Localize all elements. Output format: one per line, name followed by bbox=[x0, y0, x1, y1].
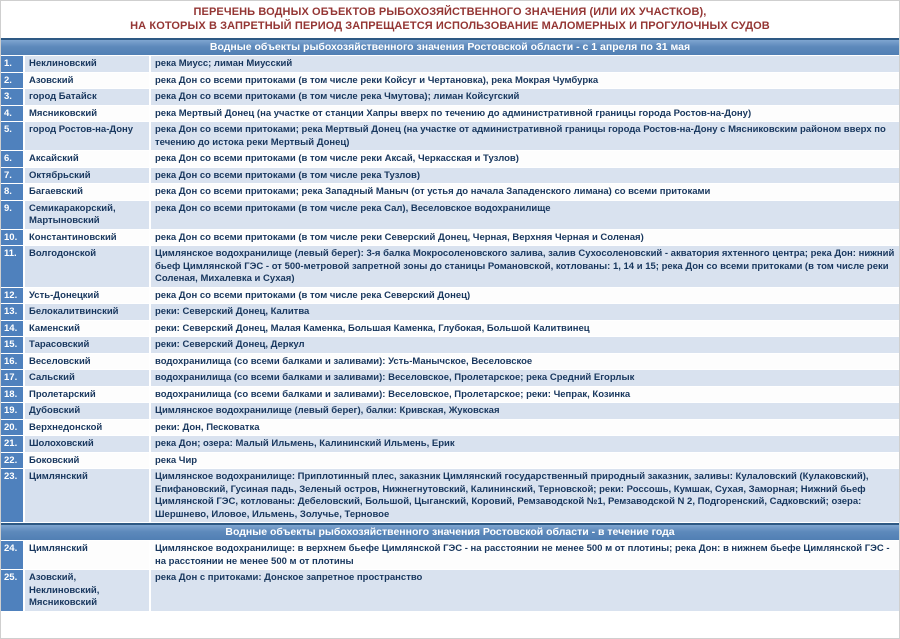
row-number: 21. bbox=[1, 436, 23, 452]
table-row bbox=[1, 89, 899, 105]
table-row bbox=[1, 201, 899, 229]
district-cell: Пролетарский bbox=[25, 387, 149, 403]
row-number: 3. bbox=[1, 89, 23, 105]
table-row bbox=[1, 469, 899, 522]
table-row bbox=[1, 184, 899, 200]
district-cell: Семикаракорский, Мартыновский bbox=[25, 201, 149, 229]
table-row bbox=[1, 541, 899, 569]
table-row bbox=[1, 122, 899, 150]
district-cell: Дубовский bbox=[25, 403, 149, 419]
district-cell: Мясниковский bbox=[25, 106, 149, 122]
waters-cell: Цимлянское водохранилище (левый берег), балки: Кривская, Жуковская bbox=[151, 403, 899, 419]
waters-cell: река Дон со всеми притоками; река Западный Маныч (от устья до начала Западенского лимана) со всеми притоками bbox=[151, 184, 899, 200]
row-number: 24. bbox=[1, 541, 23, 569]
row-number: 7. bbox=[1, 168, 23, 184]
row-number: 2. bbox=[1, 73, 23, 89]
waters-cell: река Чир bbox=[151, 453, 899, 469]
table-row bbox=[1, 230, 899, 246]
row-number: 16. bbox=[1, 354, 23, 370]
waters-cell: реки: Северский Донец, Деркул bbox=[151, 337, 899, 353]
waters-cell: река Дон со всеми притоками; река Мертвый Донец (на участке от административной границы города Ростов-на-Дону с Мясниковским районом вверх по течению до истока реки Мертвый Донец) bbox=[151, 122, 899, 150]
table-row bbox=[1, 73, 899, 89]
waters-cell: река Дон со всеми притоками (в том числе реки Койсуг и Чертановка), река Мокрая Чумбурка bbox=[151, 73, 899, 89]
title-line-2: НА КОТОРЫХ В ЗАПРЕТНЫЙ ПЕРИОД ЗАПРЕЩАЕТСЯ ИСПОЛЬЗОВАНИЕ МАЛОМЕРНЫХ И ПРОГУЛОЧНЫХ СУДОВ bbox=[130, 19, 770, 32]
district-cell: Аксайский bbox=[25, 151, 149, 167]
waters-cell: реки: Северский Донец, Малая Каменка, Большая Каменка, Глубокая, Большой Калитвинец bbox=[151, 321, 899, 337]
district-cell: Азовский bbox=[25, 73, 149, 89]
district-cell: Волгодонской bbox=[25, 246, 149, 287]
row-number: 22. bbox=[1, 453, 23, 469]
district-cell: Азовский, Неклиновский, Мясниковский bbox=[25, 570, 149, 611]
row-number: 25. bbox=[1, 570, 23, 611]
row-number: 5. bbox=[1, 122, 23, 150]
table-row bbox=[1, 337, 899, 353]
district-cell: Сальский bbox=[25, 370, 149, 386]
waters-cell: река Миусс; лиман Миусский bbox=[151, 56, 899, 72]
row-number: 20. bbox=[1, 420, 23, 436]
row-number: 4. bbox=[1, 106, 23, 122]
table-row bbox=[1, 151, 899, 167]
row-number: 18. bbox=[1, 387, 23, 403]
row-number: 15. bbox=[1, 337, 23, 353]
row-number: 11. bbox=[1, 246, 23, 287]
waters-cell: Цимлянское водохранилище (левый берег): 3-я балка Мокросоленовского залива, залив Сухосоленовский - акватория яхтенного центра; река Дон: нижний бьеф Цимлянской ГЭС - от 500-метровой запретной зоны до станицы Романовской, котлованы: 1, 14 и 15; река Дон со всеми притоками (в том числе реки Соленая, Михалевка и Сухая) bbox=[151, 246, 899, 287]
district-cell: Каменский bbox=[25, 321, 149, 337]
section-header: Водные объекты рыбохозяйственного значения Ростовской области - в течение года bbox=[1, 523, 899, 540]
row-number: 6. bbox=[1, 151, 23, 167]
row-number: 17. bbox=[1, 370, 23, 386]
table-row bbox=[1, 321, 899, 337]
waters-cell: река Дон; озера: Малый Ильмень, Калининский Ильмень, Ерик bbox=[151, 436, 899, 452]
district-cell: Боковский bbox=[25, 453, 149, 469]
water-objects-table bbox=[1, 38, 899, 611]
table-row bbox=[1, 387, 899, 403]
table-row bbox=[1, 570, 899, 611]
waters-cell: река Дон со всеми притоками (в том числе река Чмутова); лиман Койсугский bbox=[151, 89, 899, 105]
district-cell: Белокалитвинский bbox=[25, 304, 149, 320]
table-row bbox=[1, 106, 899, 122]
table-row bbox=[1, 288, 899, 304]
table-row bbox=[1, 370, 899, 386]
district-cell: Веселовский bbox=[25, 354, 149, 370]
table-row bbox=[1, 56, 899, 72]
row-number: 13. bbox=[1, 304, 23, 320]
table-row bbox=[1, 168, 899, 184]
table-row bbox=[1, 246, 899, 287]
district-cell: Октябрьский bbox=[25, 168, 149, 184]
table-row bbox=[1, 403, 899, 419]
waters-cell: река Дон со всеми притоками (в том числе реки Аксай, Черкасская и Тузлов) bbox=[151, 151, 899, 167]
district-cell: город Батайск bbox=[25, 89, 149, 105]
waters-cell: водохранилища (со всеми балками и заливами): Веселовское, Пролетарское; река Средний Егорлык bbox=[151, 370, 899, 386]
district-cell: Багаевский bbox=[25, 184, 149, 200]
waters-cell: реки: Северский Донец, Калитва bbox=[151, 304, 899, 320]
district-cell: Цимлянский bbox=[25, 541, 149, 569]
district-cell: Усть-Донецкий bbox=[25, 288, 149, 304]
row-number: 19. bbox=[1, 403, 23, 419]
row-number: 1. bbox=[1, 56, 23, 72]
waters-cell: река Мертвый Донец (на участке от станции Хапры вверх по течению до административной границы города Ростов-на-Дону) bbox=[151, 106, 899, 122]
waters-cell: река Дон со всеми притоками (в том числе реки Северский Донец, Черная, Верхняя Черная и Соленая) bbox=[151, 230, 899, 246]
row-number: 8. bbox=[1, 184, 23, 200]
waters-cell: река Дон с притоками: Донское запретное пространство bbox=[151, 570, 899, 611]
table-row bbox=[1, 420, 899, 436]
waters-cell: река Дон со всеми притоками (в том числе река Северский Донец) bbox=[151, 288, 899, 304]
row-number: 23. bbox=[1, 469, 23, 522]
document-title bbox=[1, 1, 899, 37]
district-cell: город Ростов-на-Дону bbox=[25, 122, 149, 150]
row-number: 14. bbox=[1, 321, 23, 337]
row-number: 9. bbox=[1, 201, 23, 229]
waters-cell: реки: Дон, Песковатка bbox=[151, 420, 899, 436]
table-row bbox=[1, 354, 899, 370]
table-row bbox=[1, 304, 899, 320]
district-cell: Верхнедонской bbox=[25, 420, 149, 436]
waters-cell: Цимлянское водохранилище: Приплотинный плес, заказник Цимлянский государственный природный заказник, заливы: Кулаловский (Кулаковский), Епифановский, Гусиная падь, Зеленый остров, Нижнегнутовский, Калининский, Терновской; реки: Россошь, Кумшак, Сухая, Заморная; Нижний бьеф Цимлянской ГЭС, котлованы: Дебеловский, Большой, Цыганский, Коровий, Ремзаводской №1, Ремзаводской N 2, Подгоренский, Садковский; озера: Шершнево, Иловое, Ильмень, Золучье, Терновое bbox=[151, 469, 899, 522]
title-line-1: ПЕРЕЧЕНЬ ВОДНЫХ ОБЪЕКТОВ РЫБОХОЗЯЙСТВЕННОГО ЗНАЧЕНИЯ (ИЛИ ИХ УЧАСТКОВ), bbox=[193, 6, 707, 18]
district-cell: Неклиновский bbox=[25, 56, 149, 72]
waters-cell: Цимлянское водохранилище: в верхнем бьефе Цимлянской ГЭС - на расстоянии не менее 500 м от плотины; река Дон: в нижнем бьефе Цимлянской ГЭС - на расстоянии не менее 500 м от плотины bbox=[151, 541, 899, 569]
waters-cell: водохранилища (со всеми балками и заливами): Усть-Манычское, Веселовское bbox=[151, 354, 899, 370]
section-header: Водные объекты рыбохозяйственного значения Ростовской области - с 1 апреля по 31 мая bbox=[1, 38, 899, 55]
row-number: 10. bbox=[1, 230, 23, 246]
district-cell: Цимлянский bbox=[25, 469, 149, 522]
waters-cell: водохранилища (со всеми балками и заливами): Веселовское, Пролетарское; реки: Чепрак, Козинка bbox=[151, 387, 899, 403]
table-row bbox=[1, 453, 899, 469]
district-cell: Константиновский bbox=[25, 230, 149, 246]
district-cell: Тарасовский bbox=[25, 337, 149, 353]
row-number: 12. bbox=[1, 288, 23, 304]
table-row bbox=[1, 436, 899, 452]
waters-cell: река Дон со всеми притоками (в том числе река Сал), Веселовское водохранилище bbox=[151, 201, 899, 229]
waters-cell: река Дон со всеми притоками (в том числе река Тузлов) bbox=[151, 168, 899, 184]
district-cell: Шолоховский bbox=[25, 436, 149, 452]
